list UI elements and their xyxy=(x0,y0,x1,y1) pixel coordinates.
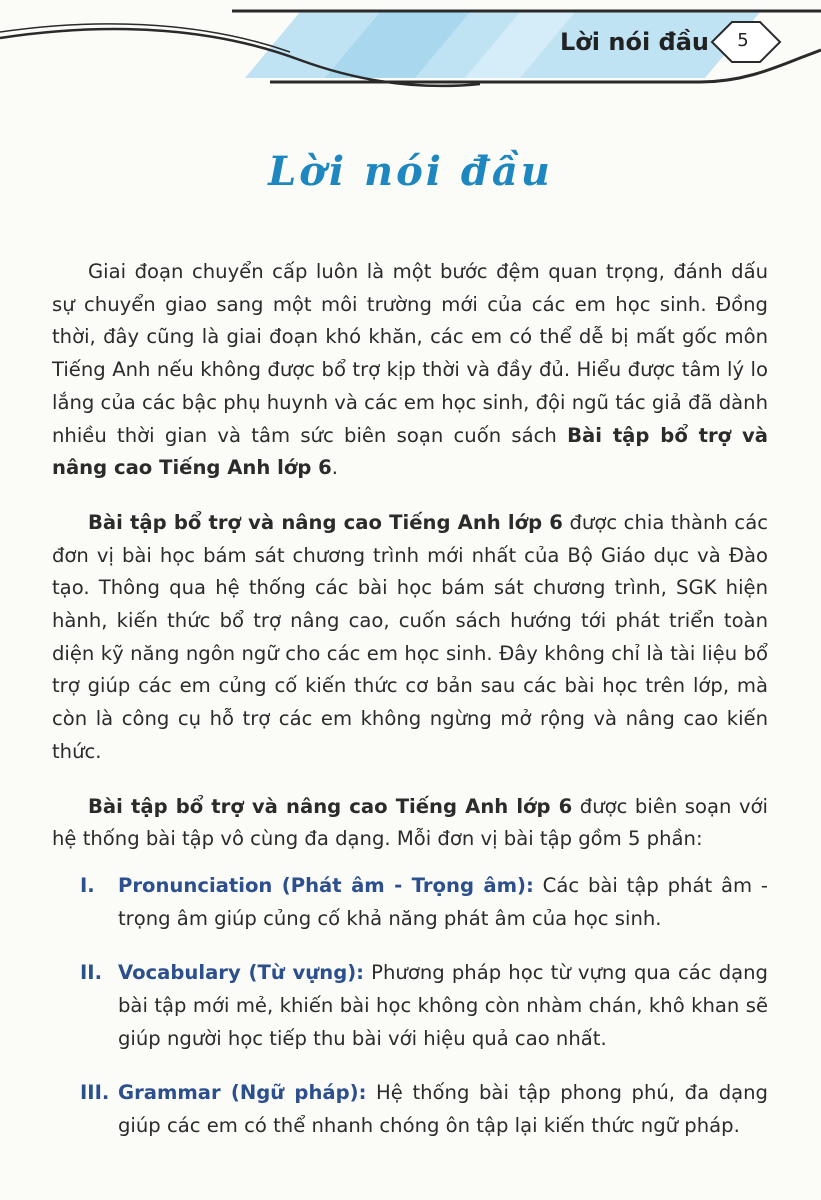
paragraph-3 xyxy=(52,791,768,856)
list-item-term: Pronunciation (Phát âm - Trọng âm): xyxy=(118,873,534,897)
list-item-term: Grammar (Ngữ pháp): xyxy=(118,1081,367,1105)
sections-list xyxy=(52,870,768,1143)
list-item-number: I. xyxy=(80,873,95,897)
book-title-bold: Bài tập bổ trợ và nâng cao Tiếng Anh lớp 6 xyxy=(52,423,768,480)
paragraph-1-end: . xyxy=(331,456,339,480)
list-item-number: III. xyxy=(80,1081,110,1105)
list-item xyxy=(52,870,768,935)
list-item xyxy=(52,1077,768,1142)
list-item xyxy=(52,957,768,1055)
paragraph-2-text: được chia thành các đơn vị bài học bám sát chương trình mới nhất của Bộ Giáo dục và Đào tạo. Thông qua hệ thống các bài học bám sát chương trình, SGK hiện hành, kiến thức bổ trợ nâng cao, cuốn sách hướng tới phát triển toàn diện kỹ năng ngôn ngữ cho các em học sinh. Đây không chỉ là tài liệu bổ trợ giúp các em củng cố kiến thức cơ bản sau các bài học trên lớp, mà còn là công cụ hỗ trợ các em không ngừng mở rộng và nâng cao kiến thức. xyxy=(52,510,768,763)
list-item-text: Hệ thống bài tập phong phú, đa dạng giúp các em có thể nhanh chóng ôn tập lại kiến thức ngữ pháp. xyxy=(118,1081,768,1138)
page-title: Lời nói đầu xyxy=(268,148,553,195)
paragraph-3-text: được biên soạn với hệ thống bài tập vô cùng đa dạng. Mỗi đơn vị bài tập gồm 5 phần: xyxy=(52,794,768,851)
book-title-bold: Bài tập bổ trợ và nâng cao Tiếng Anh lớp 6 xyxy=(88,794,573,818)
paragraph-1-text: Giai đoạn chuyển cấp luôn là một bước đệm quan trọng, đánh dấu sự chuyển giao sang một môi trường mới của các em học sinh. Đồng thời, đây cũng là giai đoạn khó khăn, các em có thể dễ bị mất gốc môn Tiếng Anh nếu không được bổ trợ kịp thời và đầy đủ. Hiểu được tâm lý lo lắng của các bậc phụ huynh và các em học sinh, đội ngũ tác giả đã dành nhiều thời gian và tâm sức biên soạn cuốn sách xyxy=(52,260,768,447)
list-item-text: Phương pháp học từ vựng qua các dạng bài tập mới mẻ, khiến bài học không còn nhàm chán, khô khan sẽ giúp người học tiếp thu bài với hiệu quả cao nhất. xyxy=(118,961,768,1050)
list-item-number: II. xyxy=(80,961,103,985)
preface-body xyxy=(52,256,768,1165)
list-item-text: Các bài tập phát âm - trọng âm giúp củng cố khả năng phát âm của học sinh. xyxy=(118,873,768,930)
book-title-bold: Bài tập bổ trợ và nâng cao Tiếng Anh lớp 6 xyxy=(88,510,563,534)
page-header xyxy=(0,0,821,100)
page-number: 5 xyxy=(737,30,749,51)
paragraph-2 xyxy=(52,507,768,769)
running-title: Lời nói đầu xyxy=(560,28,709,56)
paragraph-1 xyxy=(52,256,768,485)
list-item-term: Vocabulary (Từ vựng): xyxy=(118,961,365,985)
